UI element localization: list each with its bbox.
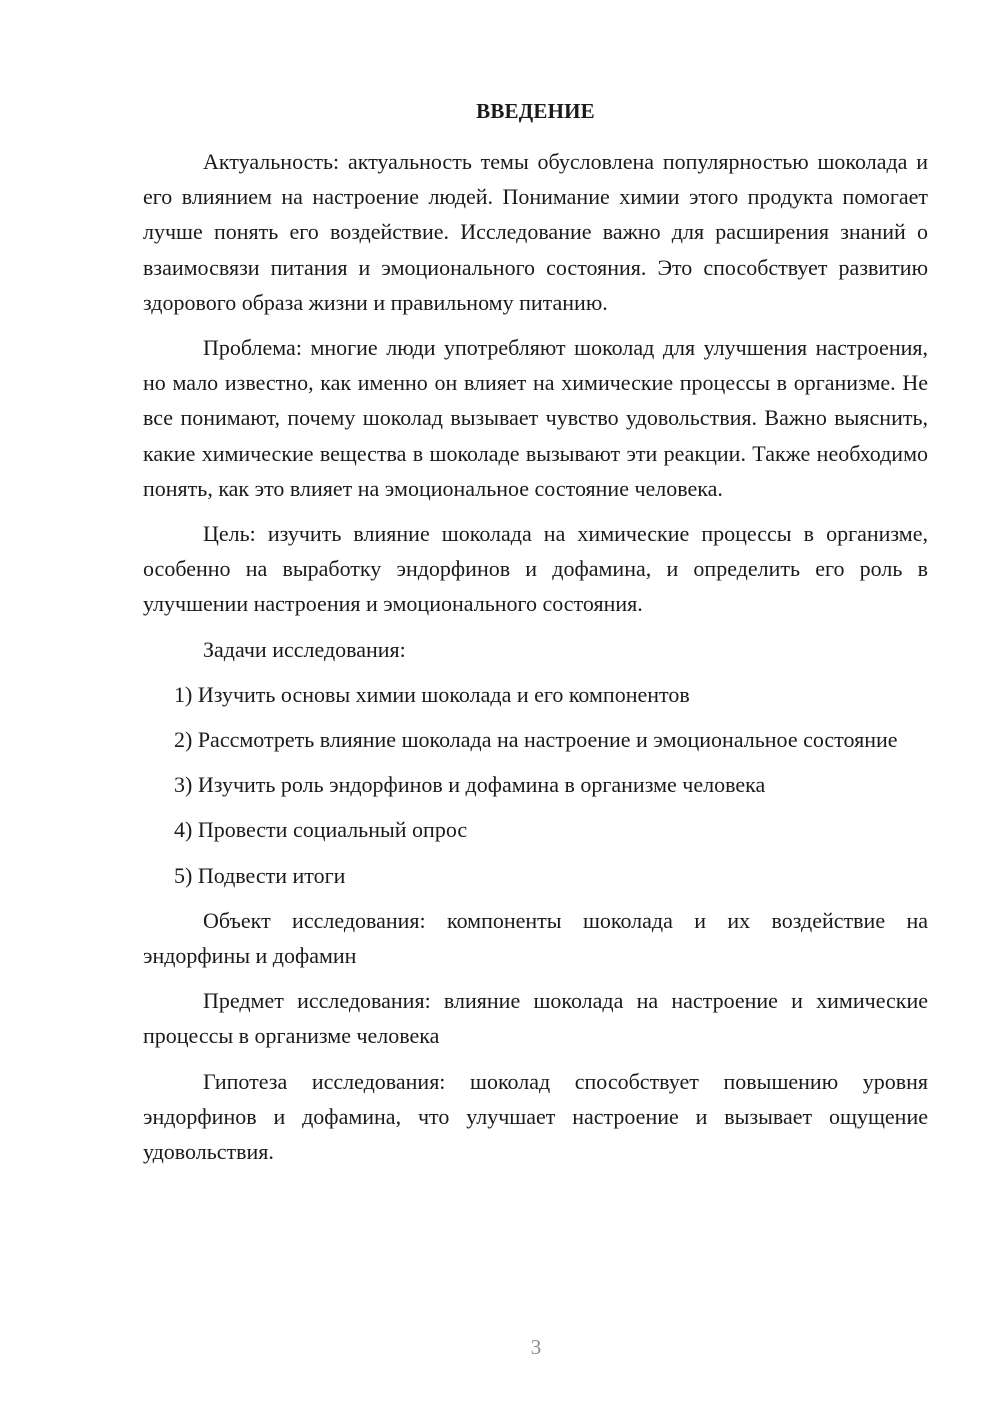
paragraph-subject: Предмет исследования: влияние шоколада на настроение и химические процессы в организме человека	[143, 988, 928, 1049]
paragraph-object: Объект исследования: компоненты шоколада и их воздействие на эндорфины и дофамин	[143, 907, 928, 969]
paragraph-goal: Цель: изучить влияние шоколада на химические процессы в организме, особенно на выработку эндорфинов и дофамина, и определить его роль в улучшении настроения и эмоционального состояния.	[143, 521, 928, 617]
paragraph-relevance: Актуальность: актуальность темы обусловлена популярностью шоколада и его влиянием на настроение людей. Понимание химии этого продукта помогает лучше понять его воздействие. Исследование важно для расширения знаний о взаимосвязи питания и эмоционального состояния. Это способствует развитию здорового образа жизни и правильному питанию.	[143, 149, 928, 315]
tasks-heading: Задачи исследования:	[203, 636, 406, 662]
paragraph-hypothesis: Гипотеза исследования: шоколад способствует повышению уровня эндорфинов и дофамина, что улучшает настроение и вызывает ощущение удовольствия.	[143, 1068, 928, 1165]
task-item-4: 4) Провести социальный опрос	[174, 817, 468, 843]
task-item-2: 2) Рассмотреть влияние шоколада на настроение и эмоциональное состояние	[174, 727, 898, 753]
task-item-5: 5) Подвести итоги	[174, 862, 346, 888]
task-item-1: 1) Изучить основы химии шоколада и его компонентов	[174, 681, 690, 707]
page-content	[143, 96, 928, 1179]
task-item-3: 3) Изучить роль эндорфинов и дофамина в организме человека	[174, 772, 766, 798]
section-title: ВВЕДЕНИЕ	[476, 99, 595, 123]
paragraph-problem: Проблема: многие люди употребляют шоколад для улучшения настроения, но мало известно, как именно он влияет на химические процессы в организме. Не все понимают, почему шоколад вызывает чувство удовольствия. Важно выяснить, какие химические вещества в шоколаде вызывают эти реакции. Также необходимо понять, как это влияет на эмоциональное состояние человека.	[143, 335, 928, 501]
page-number: 3	[530, 1335, 542, 1359]
